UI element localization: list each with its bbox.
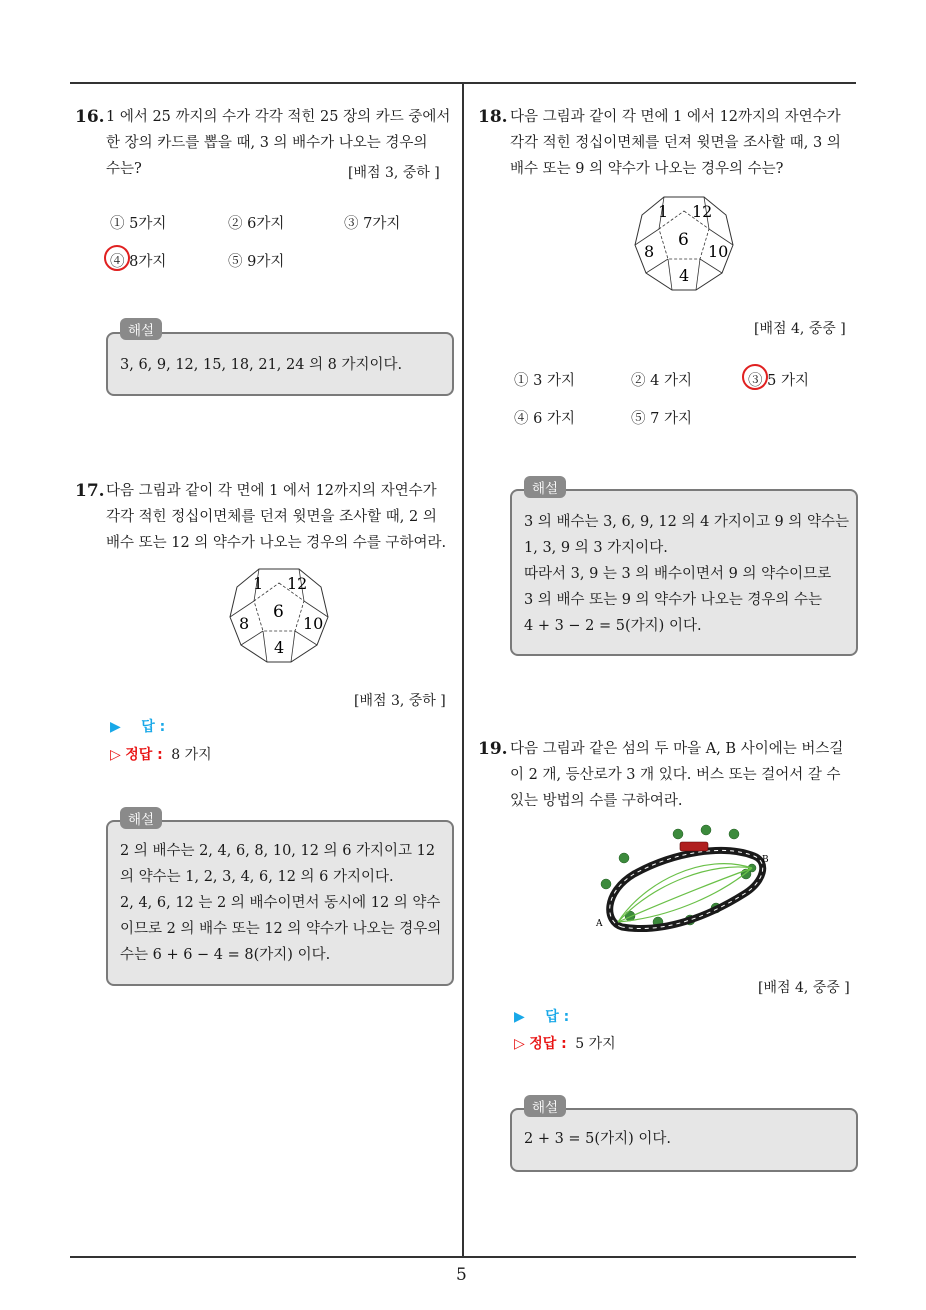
- correct-value: 5 가지: [575, 1036, 616, 1052]
- dodecahedron-figure: [229, 565, 329, 665]
- question-line: 각각 적힌 정십이면체를 던져 윗면을 조사할 때, 2 의: [106, 509, 437, 525]
- question-text: [510, 736, 860, 814]
- question-number: 18.: [478, 107, 508, 127]
- choice-3[interactable]: ③ 7가지: [344, 216, 401, 232]
- selected-answer-mark: [742, 364, 768, 390]
- face-label-4: 4: [274, 638, 285, 657]
- selected-answer-mark: [104, 245, 130, 271]
- face-label-10: 10: [303, 614, 324, 633]
- question-text: [510, 104, 860, 182]
- face-label-6: 6: [273, 602, 284, 622]
- dodecahedron-figure: [634, 193, 734, 293]
- question-line: 한 장의 카드를 뽑을 때, 3 의 배수가 나오는 경우의: [106, 135, 428, 151]
- explanation-line: 따라서 3, 9 는 3 의 배수이면서 9 의 약수이므로: [524, 566, 832, 582]
- explanation-line: 3 의 배수는 3, 6, 9, 12 의 4 가지이고 9 의 약수는: [524, 514, 850, 530]
- question-text: [106, 478, 456, 556]
- question-line: 배수 또는 12 의 약수가 나오는 경우의 수를 구하여라.: [106, 535, 447, 551]
- play-icon: ▶: [110, 719, 121, 735]
- question-line: 있는 방법의 수를 구하여라.: [510, 793, 683, 809]
- face-label-8: 8: [644, 242, 655, 261]
- explanation-text: [524, 509, 849, 639]
- explanation-line: 1, 3, 9 의 3 가지이다.: [524, 540, 668, 556]
- question-number: 16.: [75, 107, 105, 127]
- answer-label: 답 :: [545, 1009, 570, 1025]
- question-line: 다음 그림과 같이 각 면에 1 에서 12까지의 자연수가: [106, 483, 437, 499]
- explanation-box: [106, 332, 454, 396]
- explanation-line: 의 약수는 1, 2, 3, 4, 6, 12 의 6 가지이다.: [120, 869, 394, 885]
- explanation-line: 2 + 3 = 5(가지) 이다.: [524, 1131, 671, 1147]
- question-line: 수는?: [106, 161, 142, 177]
- explanation-line: 수는 6 + 6 − 4 = 8(가지) 이다.: [120, 947, 331, 963]
- face-label-8: 8: [239, 614, 250, 633]
- explanation-label: 해설: [524, 1095, 566, 1117]
- column-divider: [462, 82, 464, 1258]
- question-line: 배수 또는 9 의 약수가 나오는 경우의 수는?: [510, 161, 784, 177]
- answer-row: [514, 1006, 569, 1026]
- explanation-box: [510, 489, 858, 656]
- explanation-label: 해설: [524, 476, 566, 498]
- answer-label: 답 :: [141, 719, 166, 735]
- answer-row: [110, 716, 165, 736]
- question-line: 다음 그림과 같이 각 면에 1 에서 12까지의 자연수가: [510, 109, 841, 125]
- face-label-12: 12: [287, 574, 308, 593]
- face-label-1: 1: [253, 574, 264, 593]
- explanation-label: 해설: [120, 807, 162, 829]
- choice-1[interactable]: ① 3 가지: [514, 373, 575, 389]
- village-label-b: B: [762, 855, 769, 865]
- village-label-a: A: [596, 919, 603, 929]
- points-label: [배점 3, 중하 ]: [354, 693, 446, 709]
- points-label: [배점 4, 중중 ]: [754, 321, 846, 337]
- question-line: 다음 그림과 같은 섬의 두 마을 A, B 사이에는 버스길: [510, 741, 844, 757]
- correct-answer-row: [514, 1033, 616, 1053]
- points-label: [배점 4, 중중 ]: [758, 980, 850, 996]
- outline-play-icon: ▷: [110, 747, 121, 763]
- outline-play-icon: ▷: [514, 1036, 525, 1052]
- explanation-label: 해설: [120, 318, 162, 340]
- question-line: 각각 적힌 정십이면체를 던져 윗면을 조사할 때, 3 의: [510, 135, 841, 151]
- choice-2[interactable]: ② 4 가지: [631, 373, 692, 389]
- question-line: 이 2 개, 등산로가 3 개 있다. 버스 또는 걸어서 갈 수: [510, 767, 841, 783]
- explanation-line: 2, 4, 6, 12 는 2 의 배수이면서 동시에 12 의 약수: [120, 895, 441, 911]
- points-label: [배점 3, 중하 ]: [348, 165, 440, 181]
- explanation-line: 3 의 배수 또는 9 의 약수가 나오는 경우의 수는: [524, 592, 823, 608]
- correct-label: 정답 :: [125, 747, 163, 763]
- bottom-rule: [70, 1256, 856, 1258]
- question-line: 1 에서 25 까지의 수가 각각 적힌 25 장의 카드 중에서: [106, 109, 451, 125]
- choice-4[interactable]: ④ 8가지: [110, 254, 167, 270]
- island-road-figure: [594, 822, 776, 952]
- explanation-box: [106, 820, 454, 986]
- explanation-line: 이므로 2 의 배수 또는 12 의 약수가 나오는 경우의: [120, 921, 442, 937]
- choice-5[interactable]: ⑤ 7 가지: [631, 411, 692, 427]
- correct-answer-row: [110, 744, 212, 764]
- face-label-4: 4: [679, 266, 690, 285]
- play-icon: ▶: [514, 1009, 525, 1025]
- face-label-12: 12: [692, 202, 713, 221]
- explanation-line: 2 의 배수는 2, 4, 6, 8, 10, 12 의 6 가지이고 12: [120, 843, 436, 859]
- page-number: 5: [456, 1265, 467, 1285]
- face-label-1: 1: [658, 202, 669, 221]
- choice-1[interactable]: ① 5가지: [110, 216, 167, 232]
- correct-value: 8 가지: [171, 747, 212, 763]
- explanation-text: [120, 838, 441, 968]
- choice-2[interactable]: ② 6가지: [228, 216, 285, 232]
- question-number: 17.: [75, 481, 105, 501]
- choice-3[interactable]: ③ 5 가지: [748, 373, 809, 389]
- explanation-line: 4 + 3 − 2 = 5(가지) 이다.: [524, 618, 702, 634]
- explanation-box: [510, 1108, 858, 1172]
- face-label-6: 6: [678, 230, 689, 250]
- choice-4[interactable]: ④ 6 가지: [514, 411, 575, 427]
- explanation-line: 3, 6, 9, 12, 15, 18, 21, 24 의 8 가지이다.: [120, 357, 403, 373]
- question-number: 19.: [478, 739, 508, 759]
- face-label-10: 10: [708, 242, 729, 261]
- choice-5[interactable]: ⑤ 9가지: [228, 254, 285, 270]
- correct-label: 정답 :: [529, 1036, 567, 1052]
